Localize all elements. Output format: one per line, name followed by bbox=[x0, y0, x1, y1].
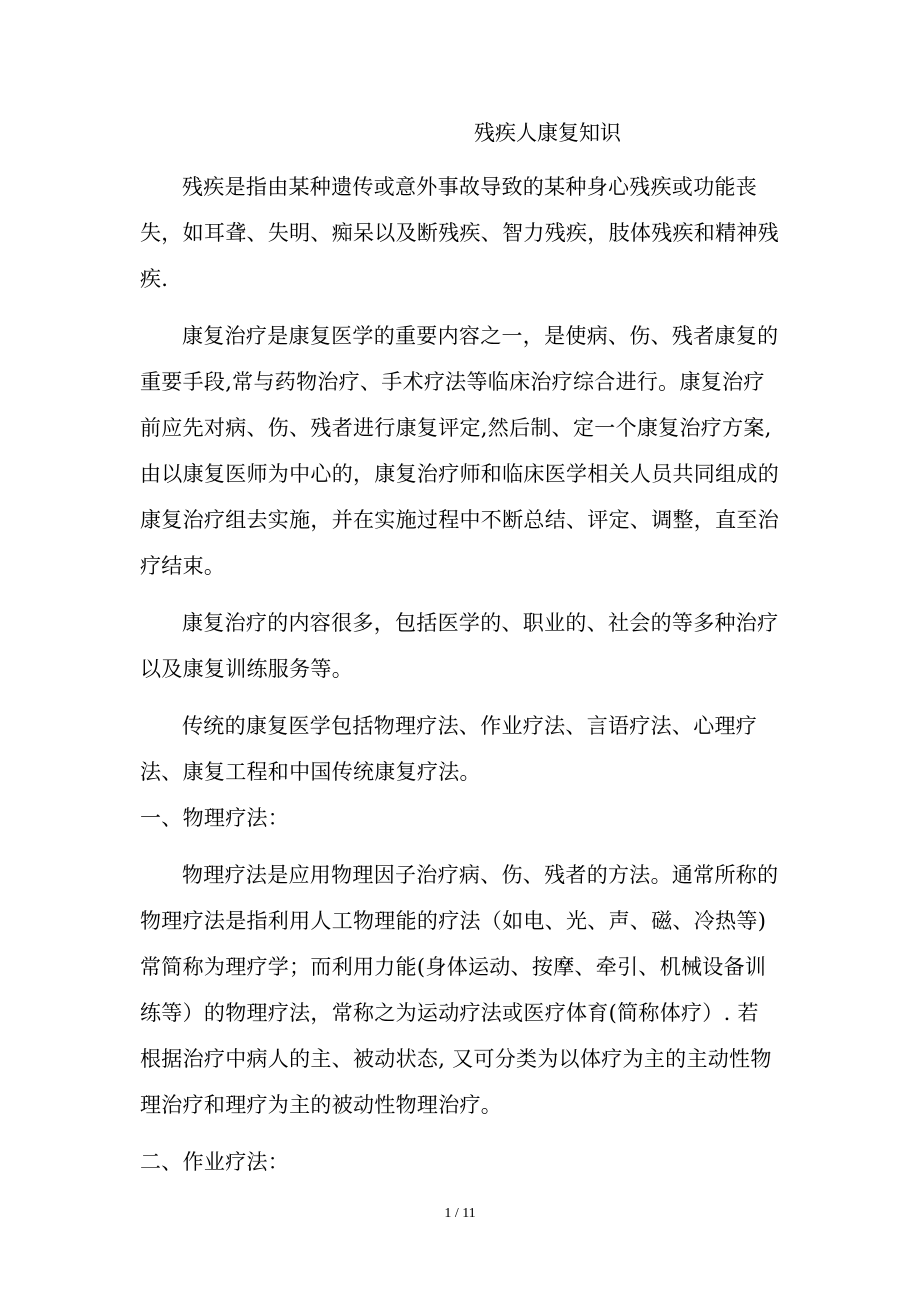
paragraph-rehab-treatment: 康复治疗是康复医学的重要内容之一，是使病、伤、残者康复的重要手段,常与药物治疗、手术疗法等临床治疗综合进行。康复治疗前应先对病、伤、残者进行康复评定,然后制、定一个康复治疗方案,由以康复医师为中心的，康复治疗师和临床医学相关人员共同组成的康复治疗组去实施，并在实施过程中不断总结、评定、调整，直至治疗结束。 bbox=[140, 324, 779, 578]
heading-physical-therapy: 一、物理疗法： bbox=[140, 806, 290, 830]
paragraph-physical-therapy: 物理疗法是应用物理因子治疗病、伤、残者的方法。通常所称的物理疗法是指利用人工物理能的疗法（如电、光、声、磁、冷热等)常简称为理疗学；而利用力能(身体运动、按摩、牵引、机械设备训练等）的物理疗法，常称之为运动疗法或医疗体育(简称体疗）. 若根据治疗中病人的主、被动状态, 又可分类为以体疗为主的主动性物理治疗和理疗为主的被动性物理治疗。 bbox=[140, 863, 779, 1117]
document-title: 残疾人康复知识 bbox=[474, 121, 621, 145]
page-number: 1 / 11 bbox=[444, 1206, 476, 1221]
heading-occupational-therapy: 二、作业疗法： bbox=[140, 1150, 290, 1174]
document-body bbox=[140, 164, 780, 1185]
paragraph-disability-definition: 残疾是指由某种遗传或意外事故导致的某种身心残疾或功能丧失，如耳聋、失明、痴呆以及断残疾、智力残疾，肢体残疾和精神残疾. bbox=[140, 175, 779, 291]
paragraph-treatment-content: 康复治疗的内容很多，包括医学的、职业的、社会的等多种治疗以及康复训练服务等。 bbox=[140, 611, 779, 681]
paragraph-traditional-rehab: 传统的康复医学包括物理疗法、作业疗法、言语疗法、心理疗法、康复工程和中国传统康复疗法。 bbox=[140, 714, 758, 784]
